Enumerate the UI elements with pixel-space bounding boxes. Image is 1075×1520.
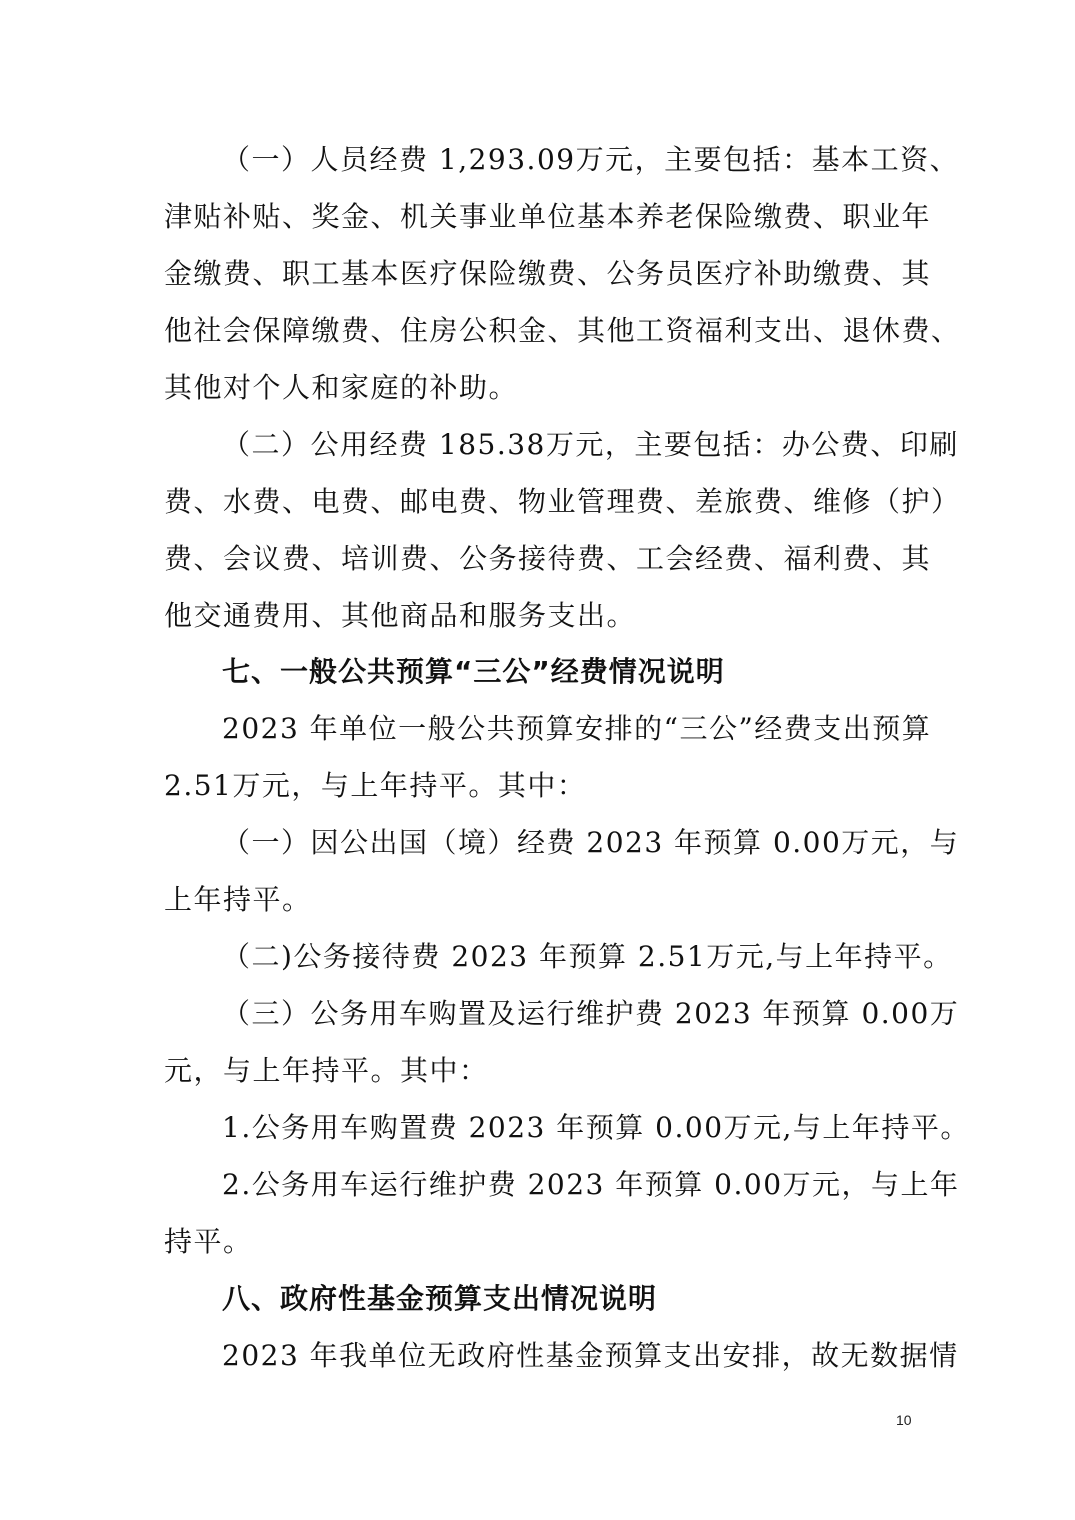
paragraph-personnel-line-2: 津贴补贴、奖金、机关事业单位基本养老保险缴费、职业年: [164, 200, 932, 233]
paragraph-government-fund-line-1: 2023 年我单位无政府性基金预算支出安排，故无数据情: [222, 1339, 959, 1372]
paragraph-three-public-line-2: 2.51万元，与上年持平。其中：: [164, 769, 587, 802]
paragraph-vehicle-operation-line-2: 持平。: [164, 1225, 253, 1258]
paragraph-personnel-line-5: 其他对个人和家庭的补助。: [164, 371, 519, 404]
paragraph-overseas-line-1: （一）因公出国（境）经费 2023 年预算 0.00万元，与: [222, 826, 960, 859]
paragraph-public-line-2: 费、水费、电费、邮电费、物业管理费、差旅费、维修（护）: [164, 485, 961, 518]
paragraph-public-line-1: （二）公用经费 185.38万元，主要包括：办公费、印刷: [222, 428, 959, 461]
paragraph-vehicle-line-1: （三）公务用车购置及运行维护费 2023 年预算 0.00万: [222, 997, 960, 1030]
paragraph-vehicle-operation-line-1: 2.公务用车运行维护费 2023 年预算 0.00万元，与上年: [222, 1168, 960, 1201]
paragraph-personnel-line-1: （一）人员经费 1,293.09万元，主要包括：基本工资、: [222, 143, 960, 176]
section-heading-three-public: 七、一般公共预算“三公”经费情况说明: [222, 655, 725, 688]
paragraph-public-line-4: 他交通费用、其他商品和服务支出。: [164, 599, 637, 632]
page-number: 10: [896, 1412, 912, 1428]
paragraph-vehicle-line-2: 元，与上年持平。其中：: [164, 1054, 489, 1087]
section-heading-government-fund: 八、政府性基金预算支出情况说明: [222, 1282, 658, 1315]
paragraph-reception: （二)公务接待费 2023 年预算 2.51万元,与上年持平。: [222, 940, 953, 973]
paragraph-three-public-line-1: 2023 年单位一般公共预算安排的“三公”经费支出预算: [222, 712, 932, 745]
paragraph-vehicle-purchase: 1.公务用车购置费 2023 年预算 0.00万元,与上年持平。: [222, 1111, 970, 1144]
paragraph-personnel-line-4: 他社会保障缴费、住房公积金、其他工资福利支出、退休费、: [164, 314, 961, 347]
paragraph-public-line-3: 费、会议费、培训费、公务接待费、工会经费、福利费、其: [164, 542, 932, 575]
paragraph-overseas-line-2: 上年持平。: [164, 883, 312, 916]
paragraph-personnel-line-3: 金缴费、职工基本医疗保险缴费、公务员医疗补助缴费、其: [164, 257, 932, 290]
